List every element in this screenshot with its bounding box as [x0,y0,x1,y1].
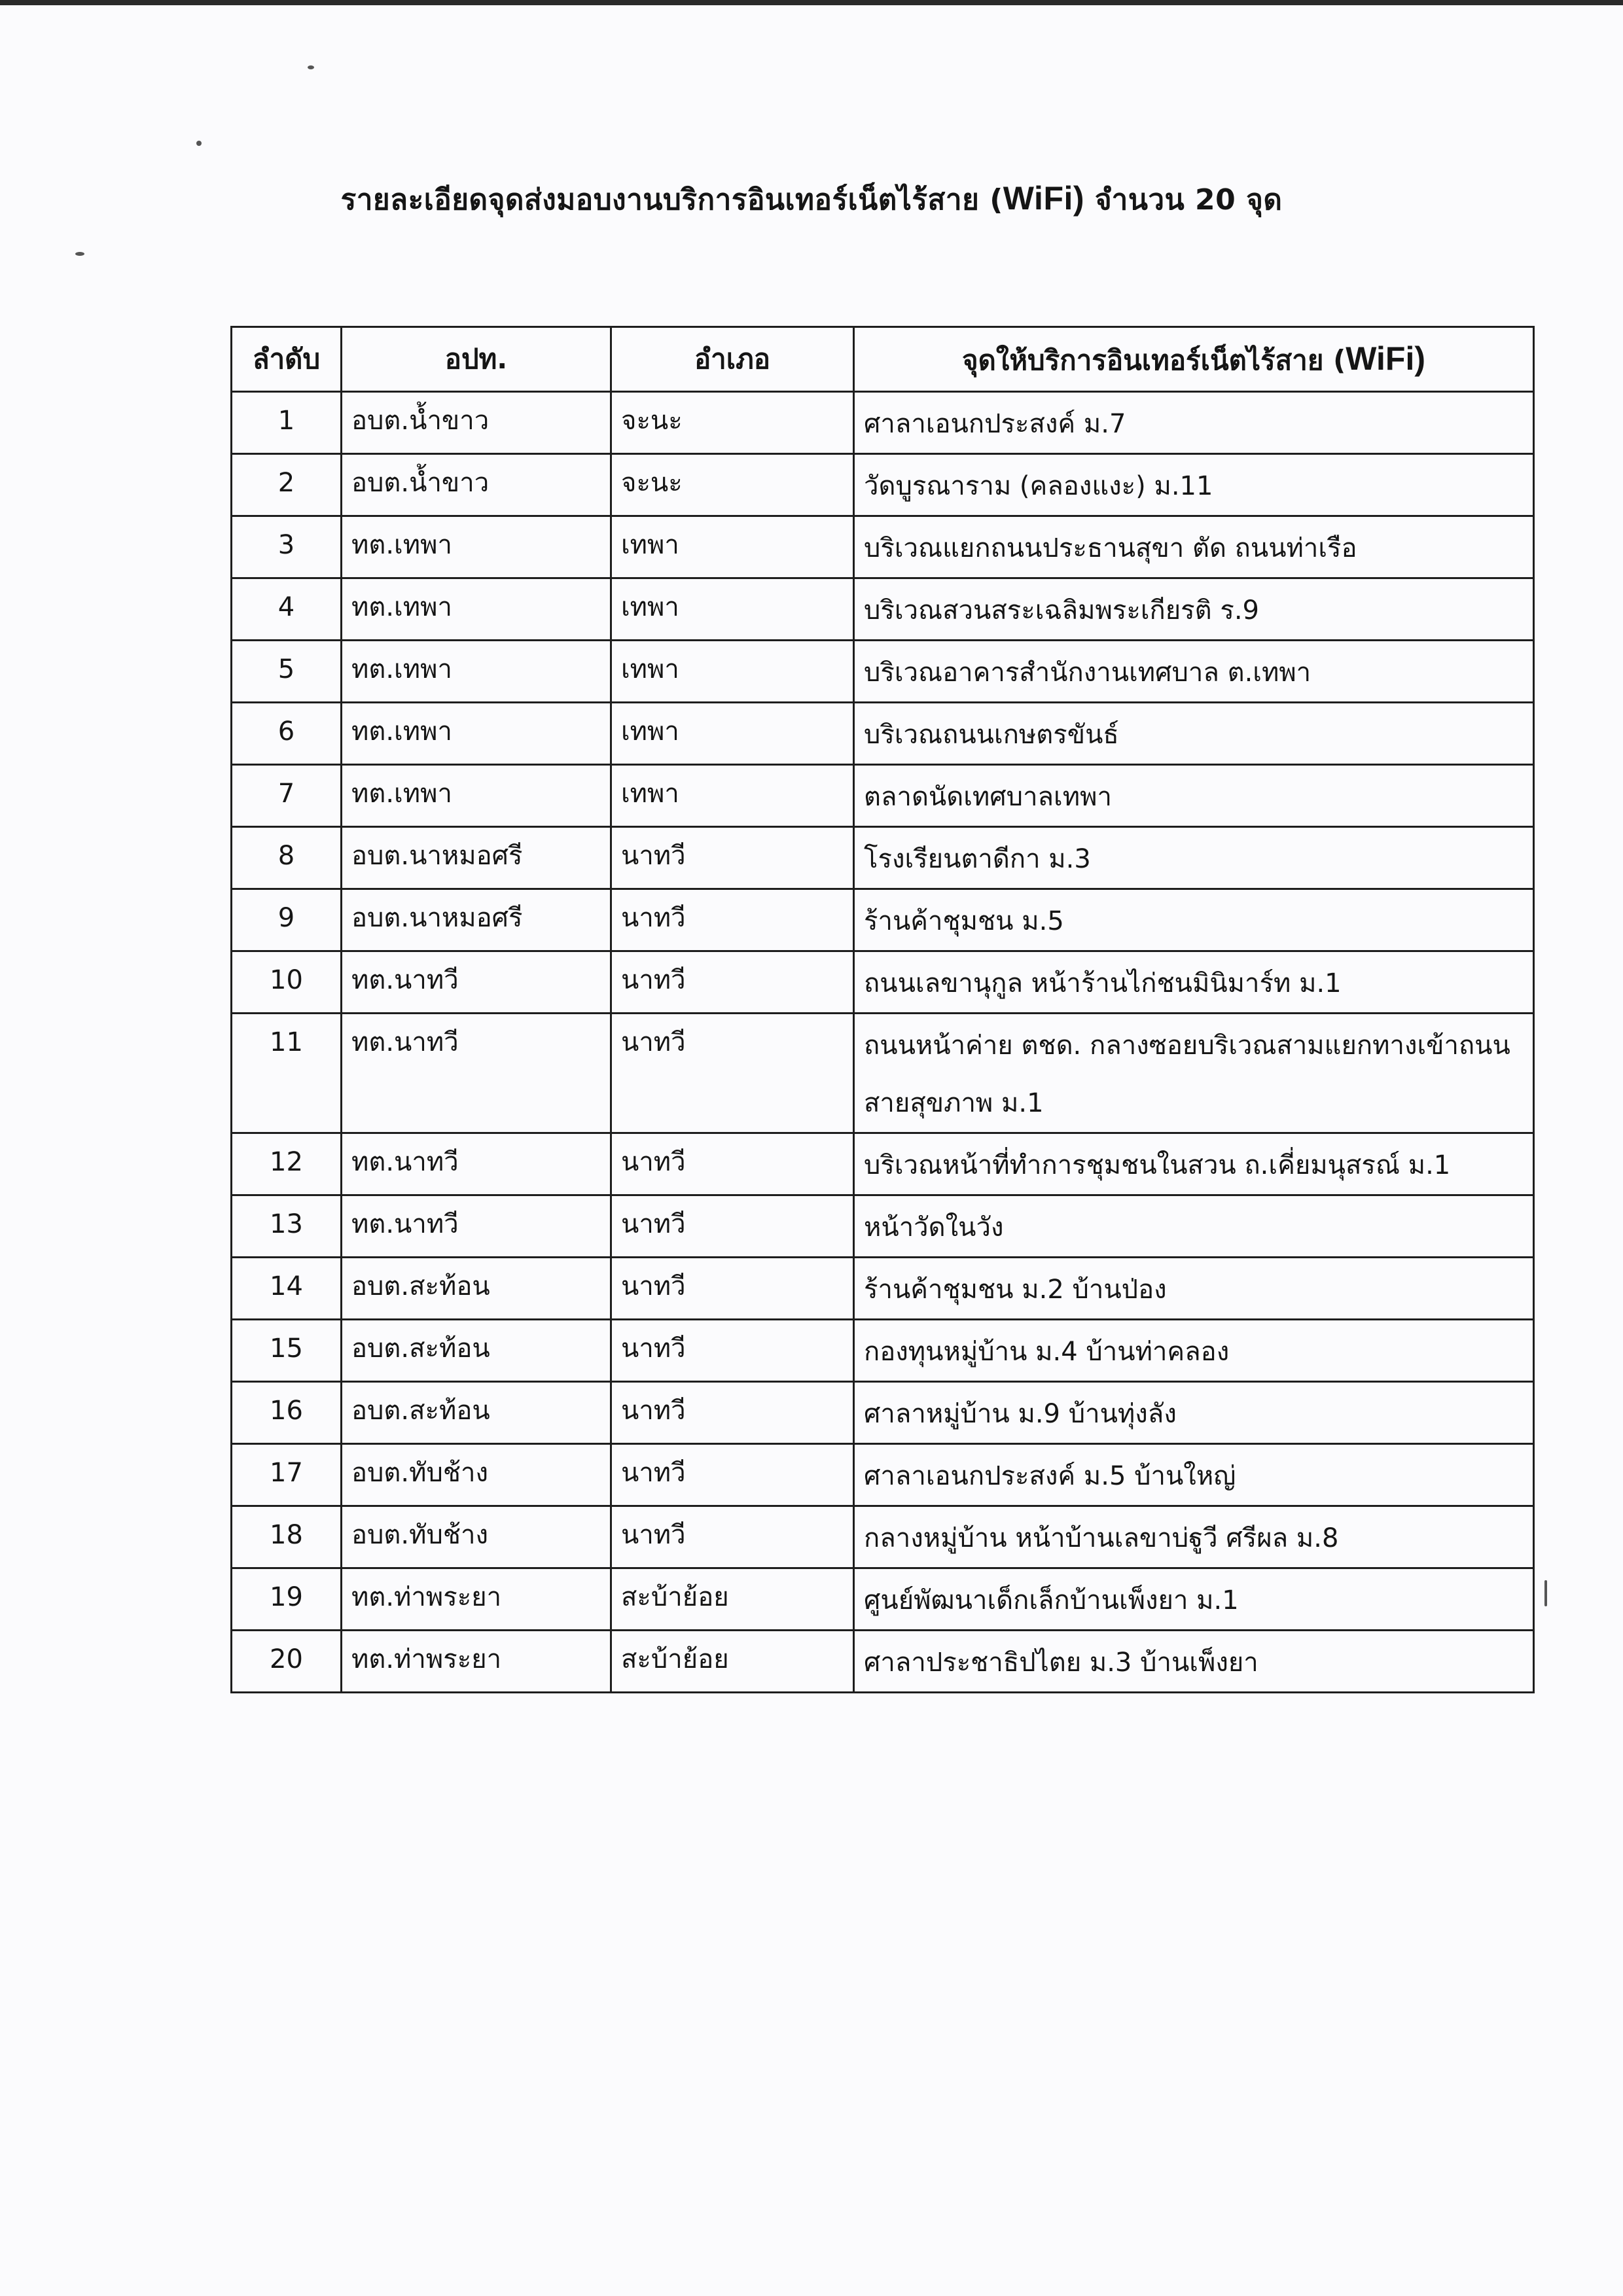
row-org: ทต.เทพา [342,578,611,641]
row-location: วัดบูรณาราม (คลองแงะ) ม.11 [854,454,1534,516]
row-location: โรงเรียนตาดีกา ม.3 [854,827,1534,889]
table-row [232,454,1534,516]
header-location [854,327,1534,392]
row-district: นาทวี [611,951,854,1014]
row-org: อบต.นาหมอศรี [342,827,611,889]
row-location: ถนนเลขานุกูล หน้าร้านไก่ชนมินิมาร์ท ม.1 [854,951,1534,1014]
table-row [232,1195,1534,1258]
row-no: 13 [232,1195,342,1258]
row-location: ศาลาหมู่บ้าน ม.9 บ้านทุ่งลัง [854,1382,1534,1444]
row-no: 14 [232,1258,342,1320]
row-org: อบต.สะท้อน [342,1320,611,1382]
table-row [232,1568,1534,1631]
table-row [232,1382,1534,1444]
row-district: นาทวี [611,1320,854,1382]
row-no: 5 [232,641,342,703]
row-no: 12 [232,1133,342,1195]
header-location-wifi: WiFi) [1346,340,1426,377]
row-district: เทพา [611,516,854,578]
row-no: 7 [232,765,342,827]
row-no: 19 [232,1568,342,1631]
row-no: 4 [232,578,342,641]
table-header-row [232,327,1534,392]
row-no: 10 [232,951,342,1014]
row-location: ศาลาเอนกประสงค์ ม.7 [854,392,1534,454]
row-location: กองทุนหมู่บ้าน ม.4 บ้านท่าคลอง [854,1320,1534,1382]
row-no: 2 [232,454,342,516]
row-org: อบต.ทับช้าง [342,1444,611,1506]
table-row [232,1258,1534,1320]
row-no: 18 [232,1506,342,1568]
row-district: จะนะ [611,392,854,454]
row-org: ทต.เทพา [342,516,611,578]
row-district: นาทวี [611,1382,854,1444]
table-row [232,889,1534,951]
row-org: ทต.นาทวี [342,1195,611,1258]
row-district: นาทวี [611,1195,854,1258]
row-location: ศูนย์พัฒนาเด็กเล็กบ้านเพ็งยา ม.1 [854,1568,1534,1631]
table-row [232,1320,1534,1382]
row-district: นาทวี [611,889,854,951]
row-no: 11 [232,1014,342,1133]
table-row [232,641,1534,703]
header-no: ลำดับ [232,327,342,392]
wifi-points-table [230,326,1535,1693]
row-location: หน้าวัดในวัง [854,1195,1534,1258]
row-org: ทต.นาทวี [342,1014,611,1133]
row-district: นาทวี [611,1258,854,1320]
table-row [232,392,1534,454]
row-no: 15 [232,1320,342,1382]
header-district: อำเภอ [611,327,854,392]
table-row [232,827,1534,889]
row-district: เทพา [611,641,854,703]
row-district: เทพา [611,765,854,827]
row-location: บริเวณแยกถนนประธานสุขา ตัด ถนนท่าเรือ [854,516,1534,578]
table-row [232,951,1534,1014]
document-title [0,177,1623,222]
row-location: ศาลาเอนกประสงค์ ม.5 บ้านใหญ่ [854,1444,1534,1506]
row-org: ทต.เทพา [342,703,611,765]
row-location: บริเวณอาคารสำนักงานเทศบาล ต.เทพา [854,641,1534,703]
row-org: ทต.ท่าพระยา [342,1631,611,1693]
table-row [232,703,1534,765]
row-location: ร้านค้าชุมชน ม.5 [854,889,1534,951]
row-district: นาทวี [611,827,854,889]
row-location: ตลาดนัดเทศบาลเทพา [854,765,1534,827]
row-org: ทต.นาทวี [342,1133,611,1195]
row-no: 16 [232,1382,342,1444]
row-location: ถนนหน้าค่าย ตชด. กลางซอยบริเวณสามแยกทางเข้าถนนสายสุขภาพ ม.1 [854,1014,1534,1133]
row-org: อบต.สะท้อน [342,1258,611,1320]
row-district: นาทวี [611,1506,854,1568]
row-location: บริเวณหน้าที่ทำการชุมชนในสวน ถ.เคี่ยมนุสรณ์ ม.1 [854,1133,1534,1195]
header-location-prefix: จุดให้บริการอินเทอร์เน็ตไร้สาย ( [961,344,1346,376]
row-org: อบต.น้ำขาว [342,392,611,454]
row-location: บริเวณสวนสระเฉลิมพระเกียรติ ร.9 [854,578,1534,641]
row-district: นาทวี [611,1133,854,1195]
table-row [232,578,1534,641]
row-no: 17 [232,1444,342,1506]
row-org: อบต.น้ำขาว [342,454,611,516]
row-org: ทต.ท่าพระยา [342,1568,611,1631]
scan-speck [308,65,314,69]
row-org: อบต.สะท้อน [342,1382,611,1444]
row-district: สะบ้าย้อย [611,1631,854,1693]
row-district: นาทวี [611,1444,854,1506]
row-location: บริเวณถนนเกษตรขันธ์ [854,703,1534,765]
table-row [232,1133,1534,1195]
table-row [232,516,1534,578]
row-no: 1 [232,392,342,454]
row-no: 3 [232,516,342,578]
row-district: นาทวี [611,1014,854,1133]
title-wifi: WiFi) [1003,180,1085,217]
row-no: 8 [232,827,342,889]
header-org: อปท. [342,327,611,392]
row-district: สะบ้าย้อย [611,1568,854,1631]
scan-speck [196,141,202,146]
row-location: ศาลาประชาธิปไตย ม.3 บ้านเพ็งยา [854,1631,1534,1693]
row-district: จะนะ [611,454,854,516]
row-location: ร้านค้าชุมชน ม.2 บ้านป่อง [854,1258,1534,1320]
row-no: 9 [232,889,342,951]
row-district: เทพา [611,578,854,641]
title-suffix: จำนวน 20 จุด [1084,183,1283,217]
row-org: ทต.เทพา [342,765,611,827]
scan-top-edge [0,0,1623,5]
row-location: กลางหมู่บ้าน หน้าบ้านเลขาบ่ฐูวี ศรีผล ม.8 [854,1506,1534,1568]
row-org: ทต.เทพา [342,641,611,703]
row-org: อบต.ทับช้าง [342,1506,611,1568]
row-no: 20 [232,1631,342,1693]
table-row [232,1631,1534,1693]
scan-speck [75,252,84,256]
row-district: เทพา [611,703,854,765]
row-org: ทต.นาทวี [342,951,611,1014]
table-row [232,1014,1534,1133]
scan-speck [1544,1580,1547,1606]
row-org: อบต.นาหมอศรี [342,889,611,951]
row-no: 6 [232,703,342,765]
table-row [232,1506,1534,1568]
table-row [232,765,1534,827]
title-prefix: รายละเอียดจุดส่งมอบงานบริการอินเทอร์เน็ตไร้สาย ( [340,183,1003,217]
table-row [232,1444,1534,1506]
